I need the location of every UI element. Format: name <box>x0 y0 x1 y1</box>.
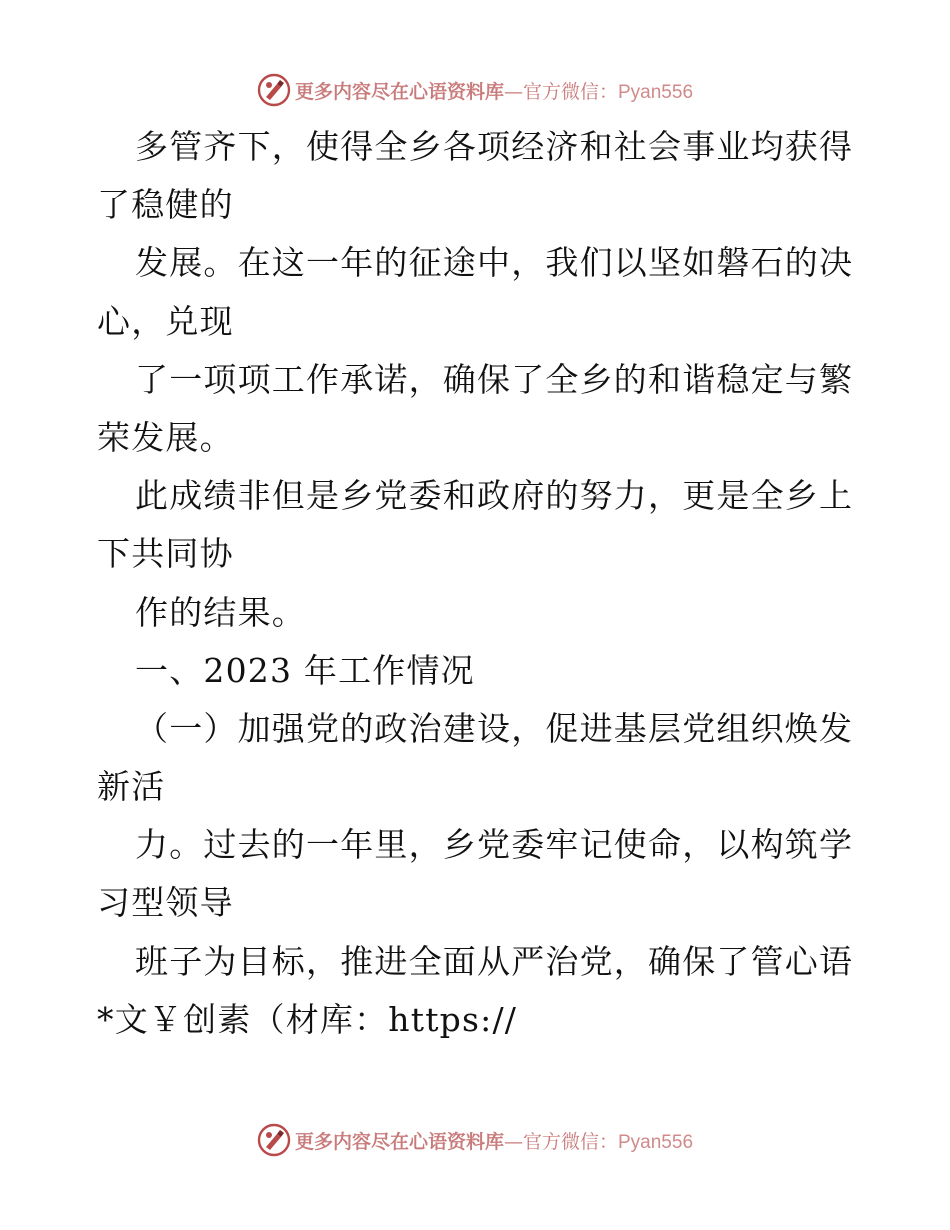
pen-nib-seal-icon <box>257 73 291 107</box>
subsection-heading: （一）加强党的政治建设，促进基层党组织焕发 <box>135 708 854 748</box>
text-line: *文￥创素（材库：https:// <box>97 999 518 1039</box>
text-line: 了稳健的 <box>97 185 234 225</box>
footer-watermark-banner <box>0 1120 950 1160</box>
text-line: 心，兑现 <box>97 301 234 341</box>
text-line: 力。过去的一年里，乡党委牢记使命，以构筑学 <box>135 825 854 865</box>
text-line: 荣发展。 <box>97 417 234 457</box>
text-line: 了一项项工作承诺，确保了全乡的和谐稳定与繁 <box>135 359 854 399</box>
text-line: 新活 <box>97 767 166 807</box>
text-line: 发展。在这一年的征途中，我们以坚如磐石的决 <box>135 243 854 283</box>
header-watermark-banner <box>0 70 950 110</box>
pen-nib-seal-icon <box>257 1123 291 1157</box>
text-line: 下共同协 <box>97 534 234 574</box>
text-line: 习型领导 <box>97 883 234 923</box>
text-line: 此成绩非但是乡党委和政府的努力，更是全乡上 <box>135 476 854 516</box>
section-heading: 一、2023 年工作情况 <box>135 650 475 690</box>
body-text <box>97 118 857 1049</box>
text-line: 多管齐下，使得全乡各项经济和社会事业均获得 <box>135 127 854 166</box>
text-line: 作的结果。 <box>135 592 306 632</box>
banner-text: 更多内容尽在心语资料库—官方微信：Pyan556 <box>294 1130 694 1153</box>
banner-text: 更多内容尽在心语资料库—官方微信：Pyan556 <box>294 80 694 103</box>
text-line: 班子为目标，推进全面从严治党，确保了管心语 <box>135 941 854 981</box>
